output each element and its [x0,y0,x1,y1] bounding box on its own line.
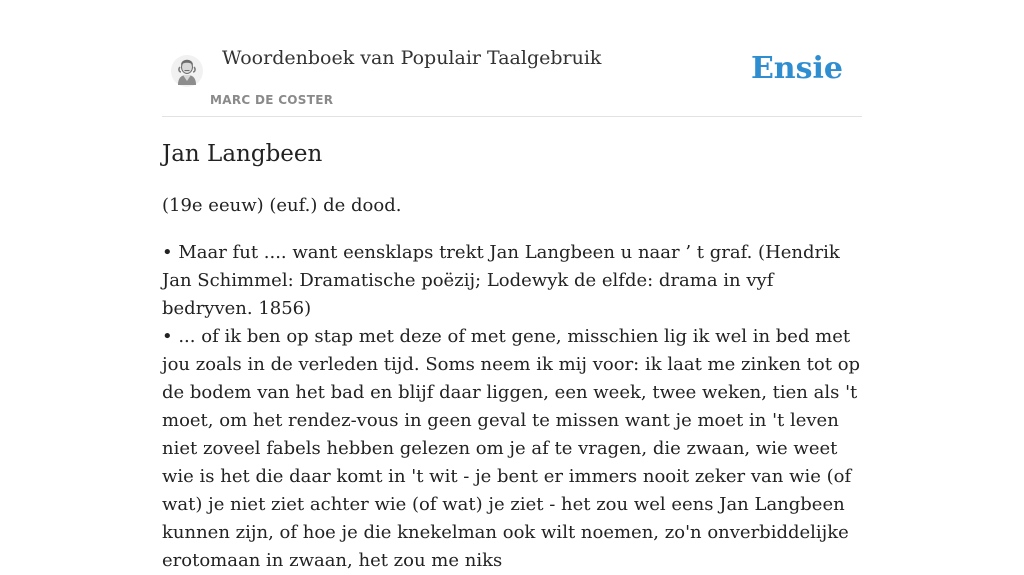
author-name[interactable]: MARC DE COSTER [210,93,334,107]
brand-logo[interactable]: Ensie [750,51,843,86]
quote-item: • ... of ik ben op stap met deze of met gene, misschien lig ik wel in bed met jou zoals in de verleden tijd. Soms neem ik mij voor: ik laat me zinken tot op de bodem van het bad en blijf daar liggen, een week, twee weken, tien als 't moet, om het rendez-vous in geen geval te missen want je moet in 't leven niet zoveel fabels hebben gelezen om je af te vragen, die zwaan, wie weet wie is het die daar komt in 't wit - je bent er immers nooit zeker van wie (of wat) je niet ziet achter wie (of wat) je ziet - het zou wel eens Jan Langbeen kunnen zijn, of hoe je die knekelman ook wilt noemen, zo'n onverbiddelijke erotomaan in zwaan, het zou me niks [162,326,861,571]
book-title[interactable]: Woordenboek van Populair Taalgebruik [222,47,602,69]
author-portrait-icon[interactable] [170,52,204,88]
header [162,0,862,117]
entry-definition: (19e eeuw) (euf.) de dood. [162,195,402,216]
quotes [162,239,862,575]
entry-title: Jan Langbeen [162,141,323,167]
quote-item: • Maar fut .... want eensklaps trekt Jan Langbeen u naar ’ t graf. (Hendrik Jan Schimmel: Dramatische poëzij; Lodewyk de elfde: drama in vyf bedryven. 1856) [162,242,840,319]
page [162,0,862,571]
